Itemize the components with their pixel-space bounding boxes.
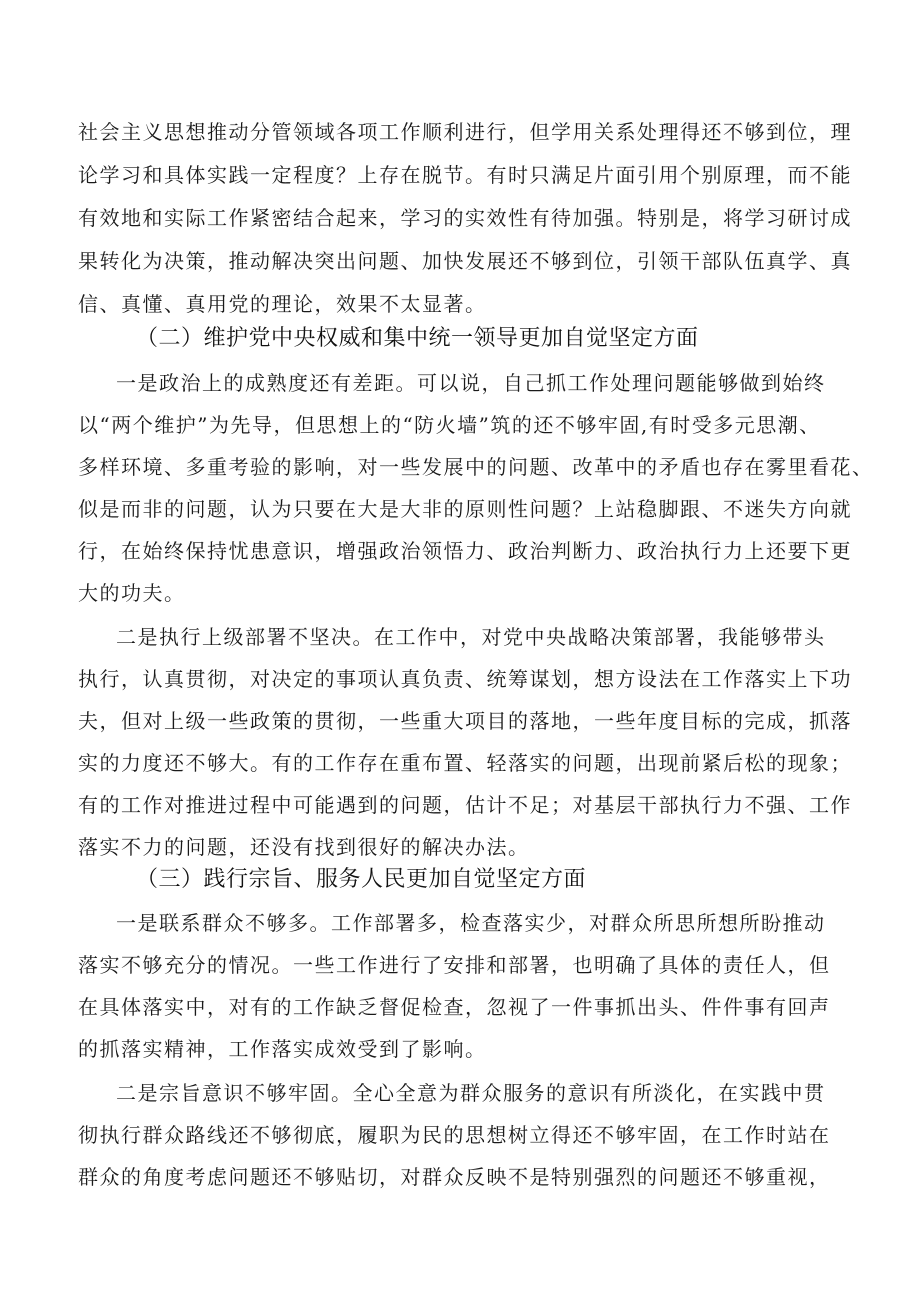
section-heading-2: （二）维护党中央权威和集中统一领导更加自觉坚定方面 — [136, 326, 699, 351]
paragraph-line: 群众的角度考虑问题还不够贴切，对群众反映不是特别强烈的问题还不够重视， — [78, 1165, 831, 1189]
paragraph-line: 实的力度还不够大。有的工作存在重布置、轻落实的问题，出现前紧后松的现象； — [78, 751, 852, 775]
paragraph-line: 二是执行上级部署不坚决。在工作中，对党中央战略决策部署，我能够带头 — [116, 625, 826, 649]
paragraph-line: 大的功夫。 — [78, 581, 186, 605]
paragraph-line: 以“两个维护”为先导，但思想上的“防火墙”筑的还不够牢固,有时受多元思潮、 — [78, 413, 821, 437]
paragraph-line: 多样环境、多重考验的影响，对一些发展中的问题、改革中的矛盾也存在雾里看花、 — [78, 455, 874, 479]
paragraph-line: 的抓落实精神，工作落实成效受到了影响。 — [78, 1037, 487, 1061]
section-heading-3: （三）践行宗旨、服务人民更加自觉坚定方面 — [136, 867, 587, 892]
paragraph-line: 执行，认真贯彻，对决定的事项认真负责、统筹谋划，想方设法在工作落实上下功 — [78, 667, 852, 691]
paragraph-line: 社会主义思想推动分管领域各项工作顺利进行，但学用关系处理得还不够到位，理 — [78, 120, 852, 144]
paragraph-line: 一是政治上的成熟度还有差距。可以说，自己抓工作处理问题能够做到始终 — [116, 371, 826, 395]
paragraph-line: 二是宗旨意识不够牢固。全心全意为群众服务的意识有所淡化，在实践中贯 — [116, 1081, 826, 1105]
paragraph-line: 行，在始终保持忧患意识，增强政治领悟力、政治判断力、政治执行力上还要下更 — [78, 539, 852, 563]
paragraph-line: 落实不够充分的情况。一些工作进行了安排和部署，也明确了具体的责任人，但 — [78, 953, 831, 977]
paragraph-line: 似是而非的问题，认为只要在大是大非的原则性问题？上站稳脚跟、不迷失方向就 — [78, 497, 852, 521]
paragraph-line: 在具体落实中，对有的工作缺乏督促检查，忽视了一件事抓出头、件件事有回声 — [78, 995, 831, 1019]
paragraph-line: 彻执行群众路线还不够彻底，履职为民的思想树立得还不够牢固，在工作时站在 — [78, 1123, 831, 1147]
paragraph-line: 一是联系群众不够多。工作部署多，检查落实少，对群众所思所想所盼推动 — [116, 911, 826, 935]
paragraph-line: 信、真懂、真用党的理论，效果不太显著。 — [78, 292, 487, 316]
paragraph-line: 有效地和实际工作紧密结合起来，学习的实效性有待加强。特别是，将学习研讨成 — [78, 206, 852, 230]
paragraph-line: 果转化为决策，推动解决突出问题、加快发展还不够到位，引领干部队伍真学、真 — [78, 249, 852, 273]
paragraph-line: 论学习和具体实践一定程度？上存在脱节。有时只满足片面引用个别原理，而不能 — [78, 163, 852, 187]
paragraph-line: 落实不力的问题，还没有找到很好的解决办法。 — [78, 835, 530, 859]
paragraph-line: 夫，但对上级一些政策的贯彻，一些重大项目的落地，一些年度目标的完成，抓落 — [78, 709, 852, 733]
paragraph-line: 有的工作对推进过程中可能遇到的问题，估计不足；对基层干部执行力不强、工作 — [78, 793, 852, 817]
